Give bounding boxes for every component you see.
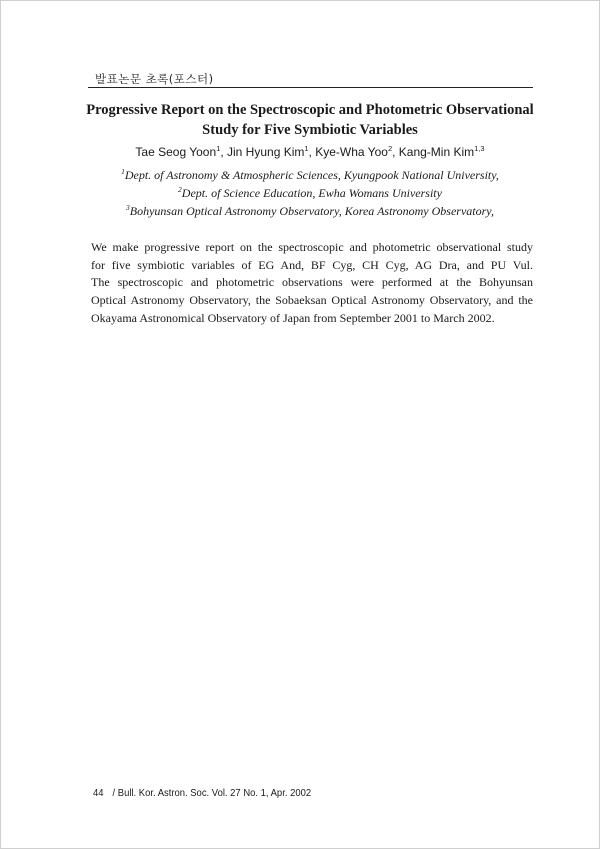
author-list: Tae Seog Yoon$^1$, Jin Hyung Kim$^1$, Kye-Wha Yoo$^2$, Kang-Min Kim$^{1,3}$ [135, 144, 485, 159]
author-affiliation-mark: 2 [387, 144, 393, 153]
affiliation-text: Dept. of Astronomy & Atmospheric Sciences, Kyungpook National University, [124, 168, 499, 182]
affiliation-number: 3 [126, 203, 130, 212]
affiliation [80, 186, 540, 201]
affiliation-text: Bohyunsan Optical Astronomy Observatory, Korea Astronomy Observatory, [129, 204, 494, 218]
author-name: Jin Hyung Kim [227, 145, 305, 159]
abstract [91, 239, 533, 328]
author-affiliation-mark: 1 [216, 144, 221, 153]
abstract-line: for five symbiotic variables of EG And, BF Cyg, CH Cyg, AG Dra, and PU Vul. [91, 257, 533, 272]
affiliation-number: 1 [121, 167, 125, 176]
affiliation-number: 2 [178, 185, 182, 194]
page-number: 44 [93, 787, 104, 799]
author-affiliation-mark: 1 [304, 144, 309, 153]
title-line: Progressive Report on the Spectroscopic and Photometric Observational [86, 102, 534, 118]
abstract-line: Okayama Astronomical Observatory of Japan from September 2001 to March 2002. [91, 310, 495, 325]
title-line: Study for Five Symbiotic Variables [202, 122, 418, 138]
paper-title [80, 100, 540, 140]
author-affiliation-mark: 1,3 [474, 144, 485, 153]
abstract-line: We make progressive report on the spectroscopic and photometric observational study [91, 240, 533, 254]
footer [93, 787, 311, 799]
abstract-line: Optical Astronomy Observatory, the Sobaeksan Optical Astronomy Observatory, and the [91, 293, 533, 308]
affiliation [80, 168, 540, 183]
section-label: 발표논문 초록(포스터) [95, 72, 214, 86]
author-name: Kye-Wha Yoo [315, 145, 388, 159]
author-name: Tae Seog Yoon [135, 145, 217, 159]
affiliation-text: Dept. of Science Education, Ewha Womans University [181, 186, 442, 200]
author-name: Kang-Min Kim [398, 145, 475, 159]
affiliation [80, 204, 540, 219]
header-rule [88, 87, 533, 88]
abstract-line: The spectroscopic and photometric observations were performed at the Bohyunsan [91, 275, 533, 290]
journal-citation: / Bull. Kor. Astron. Soc. Vol. 27 No. 1, Apr. 2002 [112, 787, 312, 799]
